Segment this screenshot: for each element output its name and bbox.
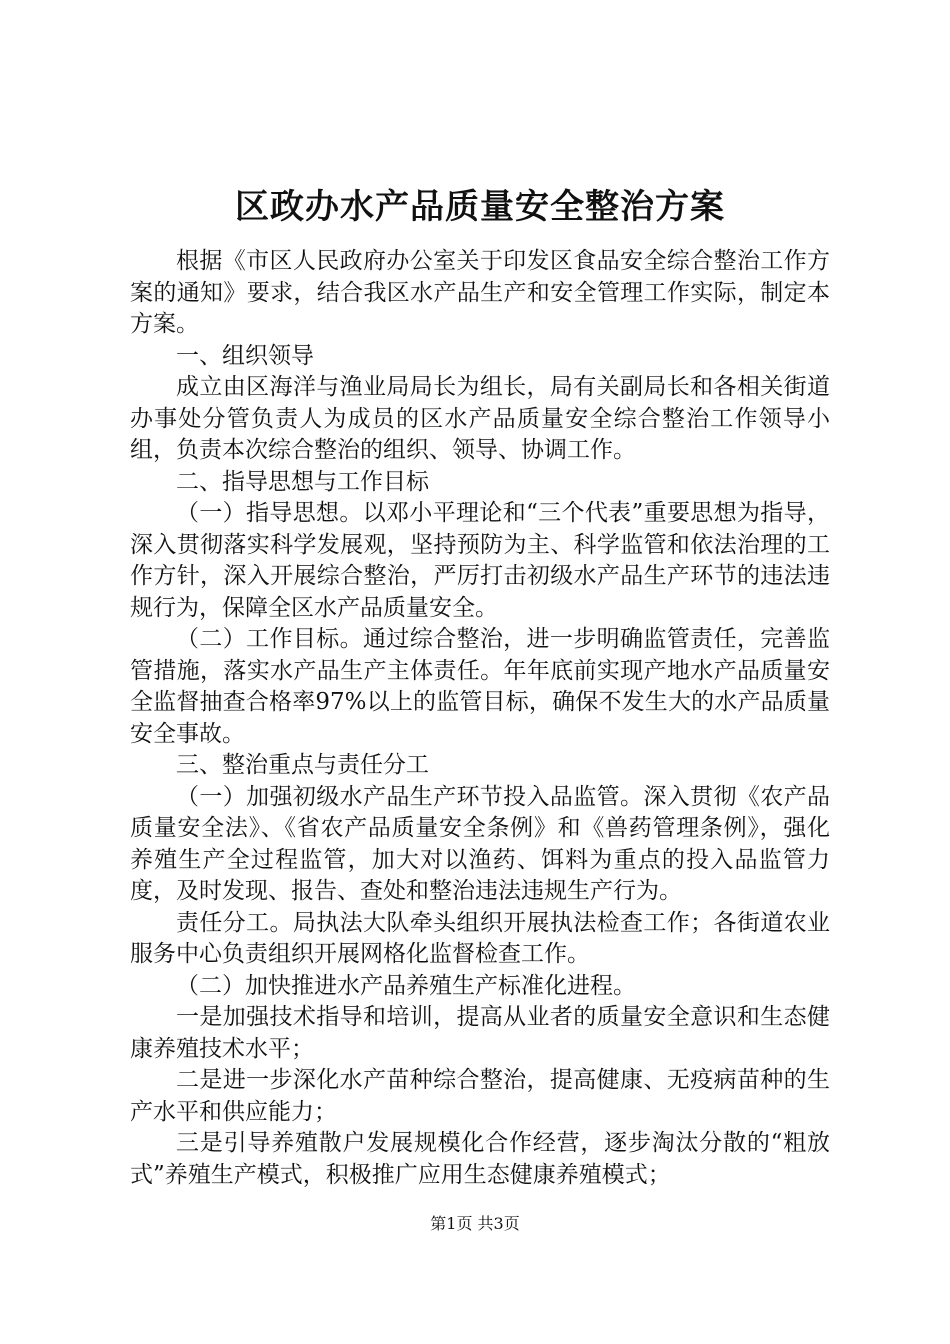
document-page [130,180,830,1191]
section-heading-1: 一、组织领导 [176,342,314,369]
section-heading-3: 三、整治重点与责任分工 [176,752,429,778]
guiding-thought-paragraph: （一）指导思想。以邓小平理论和“三个代表”重要思想为指导，深入贯彻落实科学发展观，坚持预防为主、科学监管和依法治理的工作方针，深入开展综合整治，严厉打击初级水产品生产环节的违法违规行为，保障全区水产品质量安全。 [130,500,830,621]
page-footer: 第1页 共3页 [430,1214,520,1233]
section-heading-2: 二、指导思想与工作目标 [176,468,429,495]
work-goal-paragraph: （二）工作目标。通过综合整治，进一步明确监管责任，完善监管措施，落实水产品生产主体责任。年年底前实现产地水产品质量安全监督抽查合格率97%以上的监管目标，确保不发生大的水产品质量安全事故。 [130,626,830,747]
item-two-paragraph: 二是进一步深化水产苗种综合整治，提高健康、无疫病苗种的生产水平和供应能力； [130,1067,830,1125]
item-one-paragraph: 一是加强技术指导和培训，提高从业者的质量安全意识和生态健康养殖技术水平； [130,1004,830,1062]
standardization-paragraph: （二）加快推进水产品养殖生产标准化进程。 [176,972,636,999]
input-supervision-paragraph: （一）加强初级水产品生产环节投入品监管。深入贯彻《农产品质量安全法》、《省农产品质量安全条例》和《兽药管理条例》，强化养殖生产全过程监管，加大对以渔药、饵料为重点的投入品监管力度，及时发现、报告、查处和整治违法违规生产行为。 [130,783,830,904]
intro-paragraph: 根据《市区人民政府办公室关于印发区食品安全综合整治工作方案的通知》要求，结合我区水产品生产和安全管理工作实际，制定本方案。 [130,248,830,337]
organization-paragraph: 成立由区海洋与渔业局局长为组长，局有关副局长和各相关街道办事处分管负责人为成员的区水产品质量安全综合整治工作领导小组，负责本次综合整治的组织、领导、协调工作。 [130,374,830,463]
document-title: 区政办水产品质量安全整治方案 [235,187,725,227]
responsibility-paragraph: 责任分工。局执法大队牵头组织开展执法检查工作；各街道农业服务中心负责组织开展网格化监督检查工作。 [130,909,830,967]
item-three-paragraph: 三是引导养殖散户发展规模化合作经营，逐步淘汰分散的“粗放式”养殖生产模式，积极推广应用生态健康养殖模式； [130,1130,830,1188]
